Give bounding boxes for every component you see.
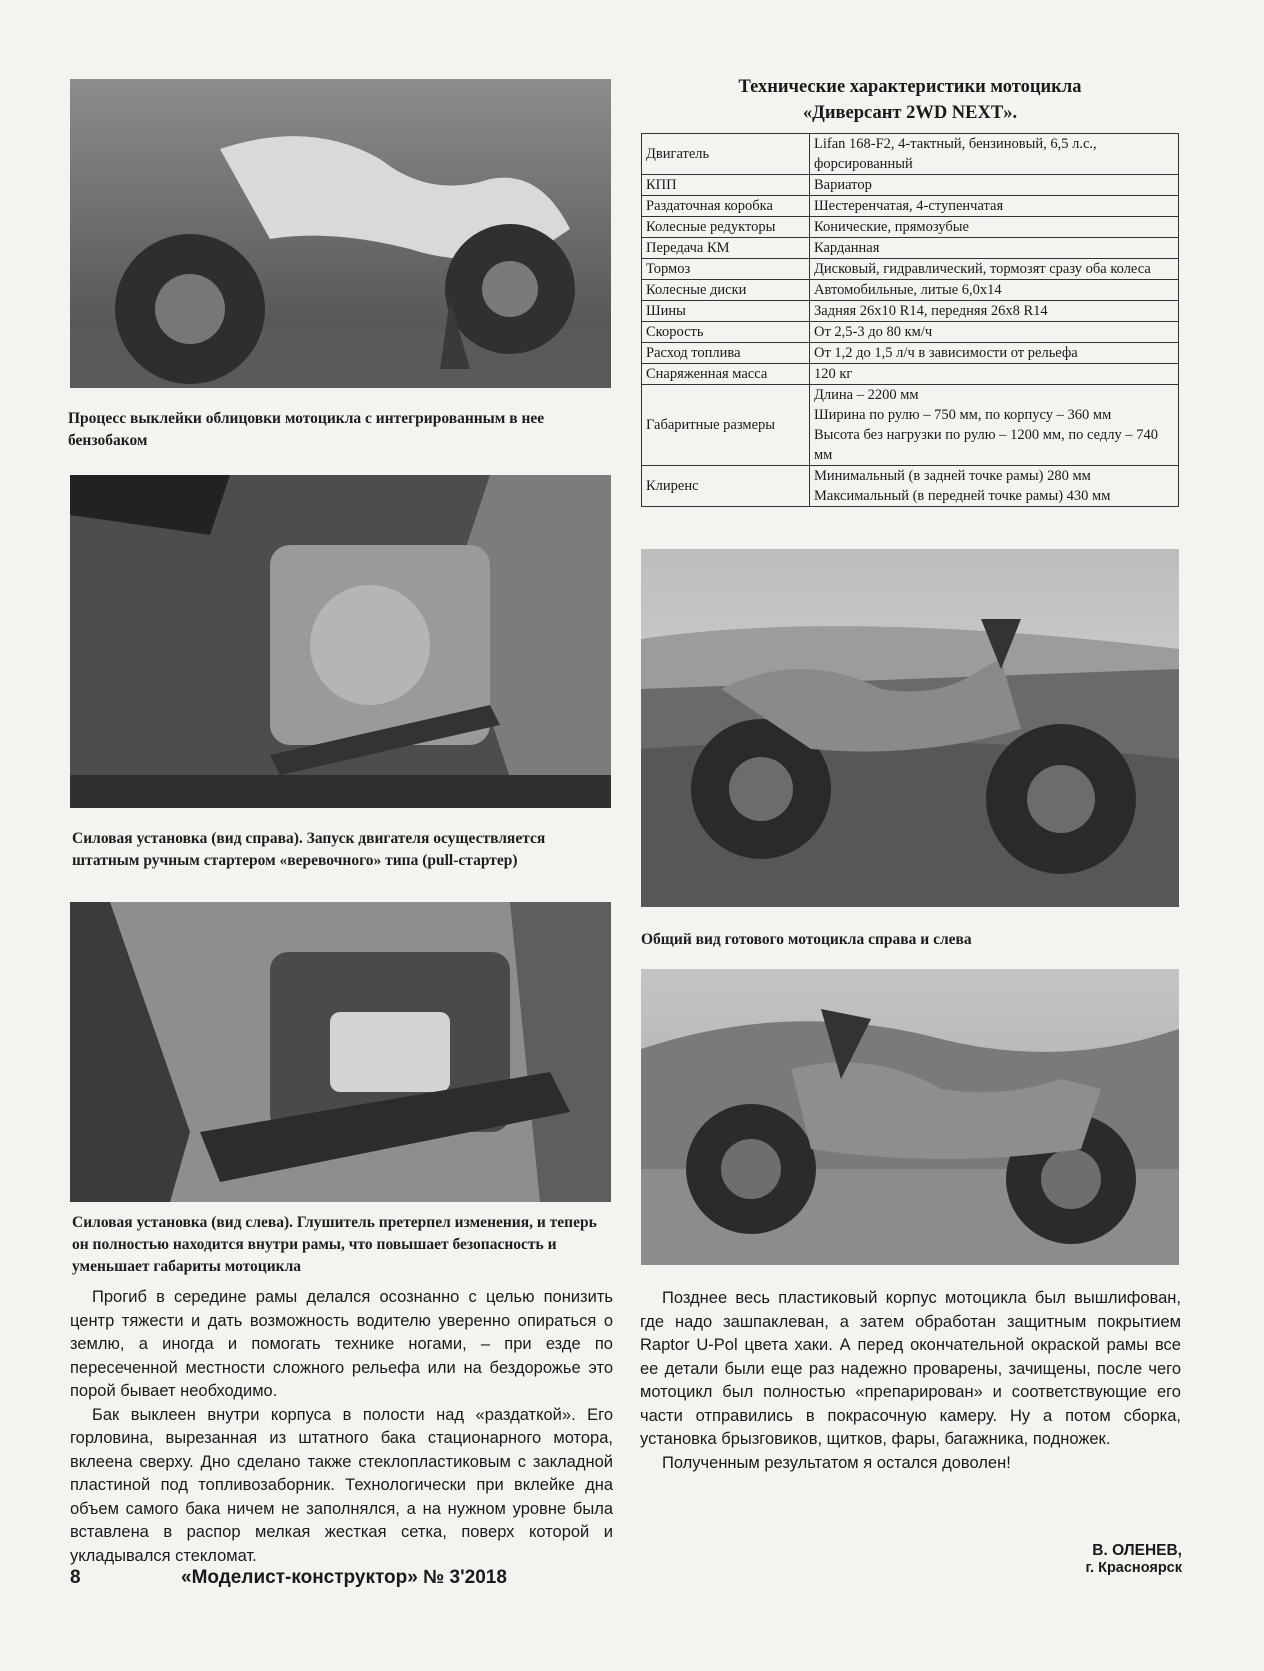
specs-value [810,259,1179,280]
specs-title-line2: «Диверсант 2WD NEXT». [802,103,1018,123]
specs-value [810,322,1179,343]
specs-value [810,385,1179,466]
caption-finished: Общий вид готового мотоцикла справа и слева [641,931,972,948]
photo-engine-left [70,902,611,1202]
caption-engine-right: Силовая установка (вид справа). Запуск двигателя осуществляется штатным ручным стартером «веревочного» типа (pull-стартер) [72,830,546,869]
photo-finished-left [641,969,1179,1265]
specs-row [642,322,1179,343]
specs-key: Передача КМ [642,238,810,259]
specs-value [810,301,1179,322]
specs-key: Колесные диски [642,280,810,301]
specs-title [640,74,1180,126]
specs-value [810,466,1179,507]
body-right-paragraph-1: Позднее весь пластиковый корпус мотоцикла был вышлифован, где надо зашпаклеван, а затем обработан защитным покрытием Raptor U-Pol цвета хаки. А перед окончательной окраской рамы все ее детали были еще раз надежно проварены, зачищены, после чего мотоцикл был полностью «препарирован» и соответствующие его части отправились в покрасочную камеру. Ну а потом сборка, установка брызговиков, щитков, фары, багажника, подножек. [640,1289,1181,1448]
specs-value-line: Конические, прямозубые [814,219,969,235]
specs-value-line: Минимальный (в задней точке рамы) 280 мм [814,468,1091,484]
specs-value-line: Вариатор [814,177,872,193]
specs-value [810,196,1179,217]
specs-table [641,133,1179,507]
caption-fairing: Процесс выклейки облицовки мотоцикла с интегрированным в нее бензобаком [68,410,545,449]
specs-value [810,280,1179,301]
specs-title-line1: Технические характеристики мотоцикла [738,77,1082,97]
author-name: В. ОЛЕНЕВ, [1092,1542,1182,1559]
specs-row [642,217,1179,238]
specs-value-line: Задняя 26x10 R14, передняя 26x8 R14 [814,303,1048,319]
specs-row [642,238,1179,259]
specs-value-line: От 2,5-3 до 80 км/ч [814,324,933,340]
specs-row [642,466,1179,507]
specs-key: Клиренс [642,466,810,507]
photo-finished-right [641,549,1179,907]
specs-row [642,175,1179,196]
specs-value-line: Шестеренчатая, 4-ступенчатая [814,198,1004,214]
footer-page-number: 8 [70,1567,81,1588]
specs-value-line: Длина – 2200 мм [814,387,919,403]
specs-value-line: Высота без нагрузки по рулю – 1200 мм, по седлу – 740 мм [814,427,1158,463]
specs-row [642,280,1179,301]
specs-row [642,385,1179,466]
specs-value-line: Карданная [814,240,880,256]
specs-row [642,259,1179,280]
author-city: г. Красноярск [1085,1560,1182,1576]
author-signature [1085,1542,1182,1576]
specs-key: Колесные редукторы [642,217,810,238]
caption-engine-left: Силовая установка (вид слева). Глушитель претерпел изменения, и теперь он полностью находится внутри рамы, что повышает безопасность и уменьшает габариты мотоцикла [72,1214,597,1275]
specs-key: Шины [642,301,810,322]
body-right-paragraph-2: Полученным результатом я остался доволен! [662,1453,1011,1472]
specs-row [642,134,1179,175]
specs-key: Расход топлива [642,343,810,364]
specs-value-line: Ширина по рулю – 750 мм, по корпусу – 360 мм [814,407,1112,423]
specs-key: Снаряженная масса [642,364,810,385]
specs-key: Двигатель [642,134,810,175]
specs-value [810,217,1179,238]
specs-value-line: От 1,2 до 1,5 л/ч в зависимости от рельефа [814,345,1078,361]
specs-value-line: 120 кг [814,366,853,382]
body-left-paragraph-1: Прогиб в середине рамы делался осознанно с целью понизить центр тяжести и дать возможность водителю уверенно опираться о землю, а иногда и помогать технике ногами, – при езде по пересеченной местности сложного рельефа или на бездорожье это порой бывает необходимо. [70,1288,613,1400]
specs-key: Раздаточная коробка [642,196,810,217]
body-text-right [640,1287,1181,1475]
body-left-paragraph-2: Бак выклеен внутри корпуса в полости над «раздаткой». Его горловина, вырезанная из штатного бака стационарного мотора, вклеена сверху. Дно сделано также стеклопластиковым с закладной пластиной под топливозаборник. Технологически при вклейке дна объем самого бака ничем не заполнялся, а на нужном уровне была вставлена в распор мелкая жесткая сетка, поверх которой и укладывался стекломат. [70,1405,613,1565]
specs-value [810,175,1179,196]
specs-row [642,364,1179,385]
specs-value [810,343,1179,364]
specs-value-line: Lifan 168-F2, 4-тактный, бензиновый, 6,5 л.с., форсированный [814,136,1097,172]
specs-row [642,196,1179,217]
photo-engine-right [70,475,611,808]
specs-key: Скорость [642,322,810,343]
specs-row [642,343,1179,364]
specs-key: Габаритные размеры [642,385,810,466]
specs-value-line: Максимальный (в передней точке рамы) 430 мм [814,488,1111,504]
specs-row [642,301,1179,322]
specs-value-line: Автомобильные, литые 6,0x14 [814,282,1002,298]
specs-key: Тормоз [642,259,810,280]
specs-value [810,364,1179,385]
footer-magazine: «Моделист-конструктор» № 3'2018 [181,1567,507,1588]
specs-value-line: Дисковый, гидравлический, тормозят сразу оба колеса [814,261,1151,277]
specs-value [810,134,1179,175]
body-text-left [70,1286,613,1568]
specs-value [810,238,1179,259]
specs-key: КПП [642,175,810,196]
photo-fairing-process [70,79,611,388]
